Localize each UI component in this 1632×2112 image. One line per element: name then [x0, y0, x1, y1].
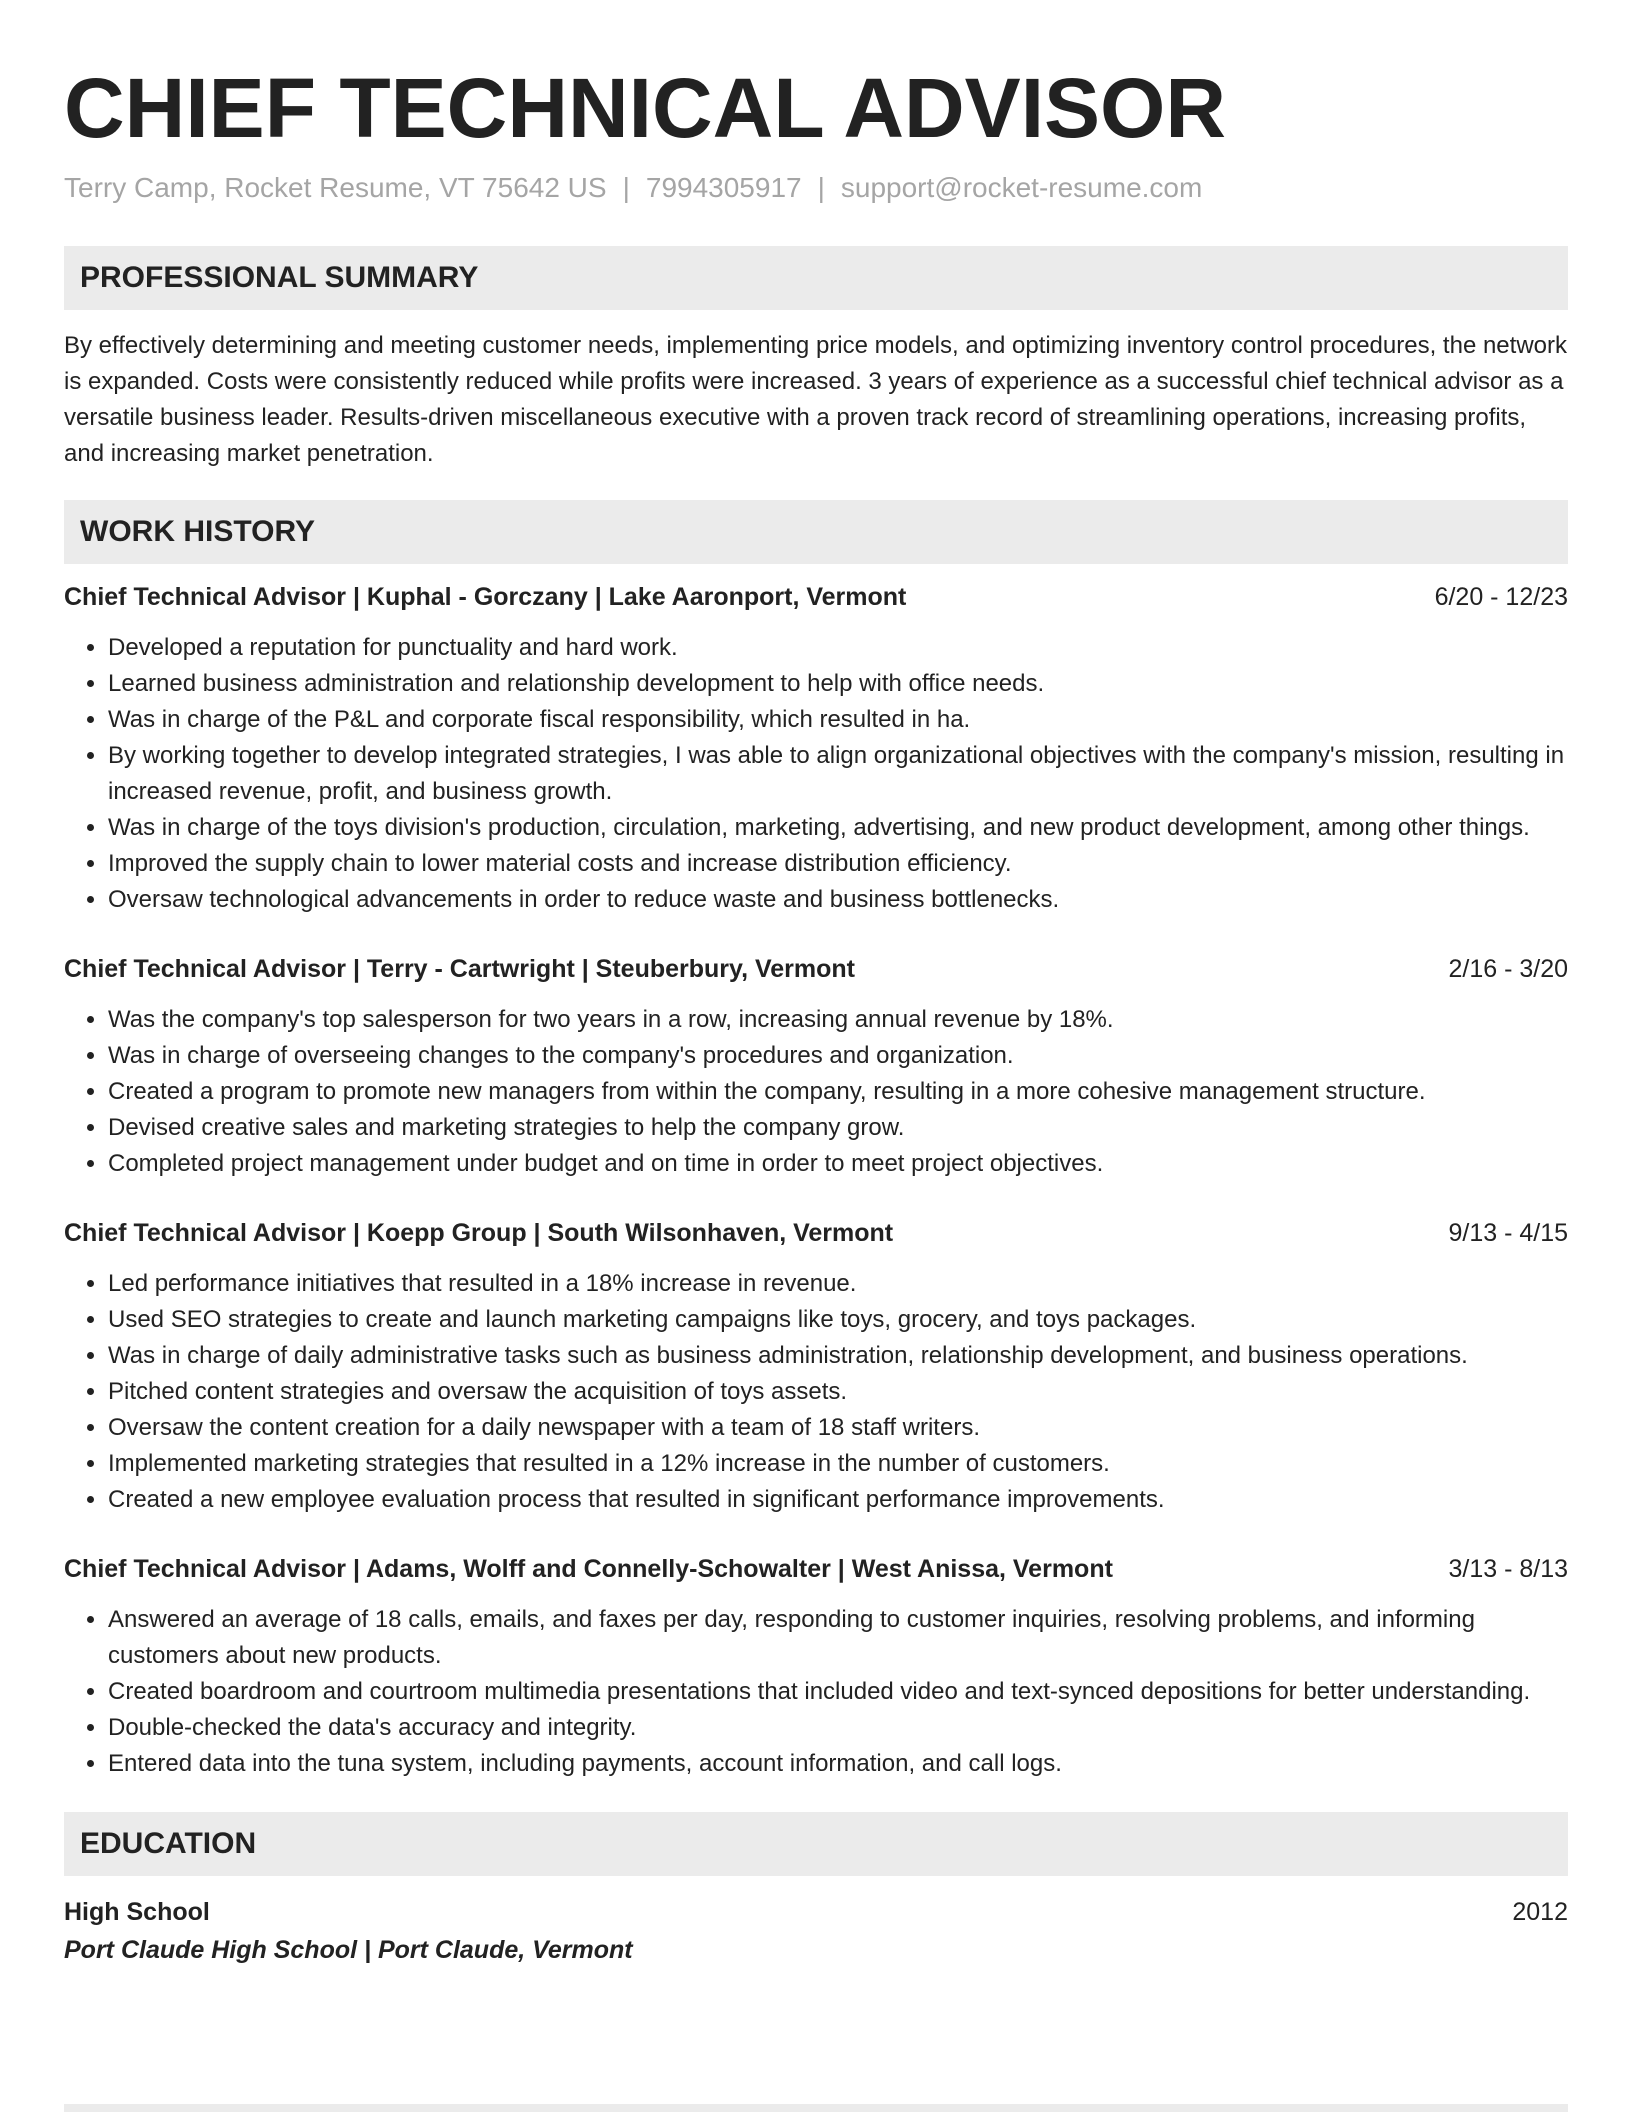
education-year: 2012 [1512, 1898, 1568, 1926]
bullet-item: • Double-checked the data's accuracy and integrity. [108, 1710, 1568, 1746]
job-entry [64, 1552, 1568, 1782]
bullet-item: • Developed a reputation for punctuality and hard work. [108, 630, 1568, 666]
bullet-item: • Was the company's top salesperson for two years in a row, increasing annual revenue by 18%. [108, 1002, 1568, 1038]
education-degree: High School [64, 1898, 210, 1926]
bullet-item: • Implemented marketing strategies that resulted in a 12% increase in the number of customers. [108, 1446, 1568, 1482]
job-entry [64, 580, 1568, 918]
contact-separator: | [817, 172, 825, 203]
job-header [64, 1216, 1568, 1250]
job-header [64, 1552, 1568, 1586]
job-header [64, 580, 1568, 614]
job-title: Chief Technical Advisor | Kuphal - Gorczany | Lake Aaronport, Vermont [64, 583, 907, 611]
job-dates: 3/13 - 8/13 [1448, 1555, 1568, 1583]
section-heading-summary: PROFESSIONAL SUMMARY [64, 246, 1568, 310]
bullet-item: • Used SEO strategies to create and launch marketing campaigns like toys, grocery, and toys packages. [108, 1302, 1568, 1338]
education-header [64, 1894, 1568, 1930]
bullet-item: • Devised creative sales and marketing strategies to help the company grow. [108, 1110, 1568, 1146]
job-title: Chief Technical Advisor | Adams, Wolff and Connelly-Schowalter | West Anissa, Vermont [64, 1555, 1113, 1583]
job-bullets [64, 630, 1568, 918]
bullet-item: • Created boardroom and courtroom multimedia presentations that included video and text-synced depositions for better understanding. [108, 1674, 1568, 1710]
bullet-item: • Pitched content strategies and oversaw the acquisition of toys assets. [108, 1374, 1568, 1410]
resume-title: CHIEF TECHNICAL ADVISOR [64, 61, 1227, 155]
job-entry [64, 952, 1568, 1182]
job-title: Chief Technical Advisor | Koepp Group | South Wilsonhaven, Vermont [64, 1219, 894, 1247]
bullet-item: • Oversaw the content creation for a daily newspaper with a team of 18 staff writers. [108, 1410, 1568, 1446]
job-dates: 2/16 - 3/20 [1448, 955, 1568, 983]
contact-phone: 7994305917 [645, 172, 802, 203]
job-dates: 6/20 - 12/23 [1434, 583, 1568, 611]
bullet-item: • Led performance initiatives that resulted in a 18% increase in revenue. [108, 1266, 1568, 1302]
job-dates: 9/13 - 4/15 [1448, 1219, 1568, 1247]
bullet-item: • Entered data into the tuna system, including payments, account information, and call logs. [108, 1746, 1568, 1782]
contact-email: support@rocket-resume.com [840, 172, 1203, 203]
bullet-item: • Answered an average of 18 calls, emails, and faxes per day, responding to customer inquiries, resolving problems, and informing customers about new products. [108, 1602, 1568, 1674]
bullet-item: • Was in charge of overseeing changes to the company's procedures and organization. [108, 1038, 1568, 1074]
bullet-item: • Was in charge of the toys division's production, circulation, marketing, advertising, and new product development, among other things. [108, 810, 1568, 846]
job-bullets [64, 1602, 1568, 1782]
education-entry [64, 1894, 1568, 1970]
contact-line [64, 170, 1568, 206]
bullet-item: • Improved the supply chain to lower material costs and increase distribution efficiency. [108, 846, 1568, 882]
job-header [64, 952, 1568, 986]
contact-separator: | [622, 172, 630, 203]
section-heading-education: EDUCATION [64, 1812, 1568, 1876]
job-bullets [64, 1002, 1568, 1182]
bullet-item: • Created a program to promote new managers from within the company, resulting in a more cohesive management structure. [108, 1074, 1568, 1110]
summary-text: By effectively determining and meeting customer needs, implementing price models, and optimizing inventory control procedures, the network is expanded. Costs were consistently reduced while profits were increased. 3 years of experience as a successful chief technical advisor as a versatile business leader. Results-driven miscellaneous executive with a proven track record of streamlining operations, increasing profits, and increasing market penetration. [64, 332, 1567, 467]
job-entry [64, 1216, 1568, 1518]
bullet-item: • Learned business administration and relationship development to help with office needs. [108, 666, 1568, 702]
section-heading-work-history: WORK HISTORY [64, 500, 1568, 564]
bullet-item: • Completed project management under budget and on time in order to meet project objectives. [108, 1146, 1568, 1182]
bullet-item: • Was in charge of the P&L and corporate fiscal responsibility, which resulted in ha. [108, 702, 1568, 738]
bullet-item: • Was in charge of daily administrative tasks such as business administration, relationship development, and business operations. [108, 1338, 1568, 1374]
education-school: Port Claude High School | Port Claude, Vermont [64, 1936, 633, 1964]
section-heading-band-partial [64, 2104, 1568, 2112]
job-title: Chief Technical Advisor | Terry - Cartwright | Steuberbury, Vermont [64, 955, 855, 983]
bullet-item: • Created a new employee evaluation process that resulted in significant performance improvements. [108, 1482, 1568, 1518]
contact-address: Terry Camp, Rocket Resume, VT 75642 US [64, 172, 607, 203]
resume-page [64, 0, 1568, 1970]
job-bullets [64, 1266, 1568, 1518]
bullet-item: • By working together to develop integrated strategies, I was able to align organizational objectives with the company's mission, resulting in increased revenue, profit, and business growth. [108, 738, 1568, 810]
bullet-item: • Oversaw technological advancements in order to reduce waste and business bottlenecks. [108, 882, 1568, 918]
